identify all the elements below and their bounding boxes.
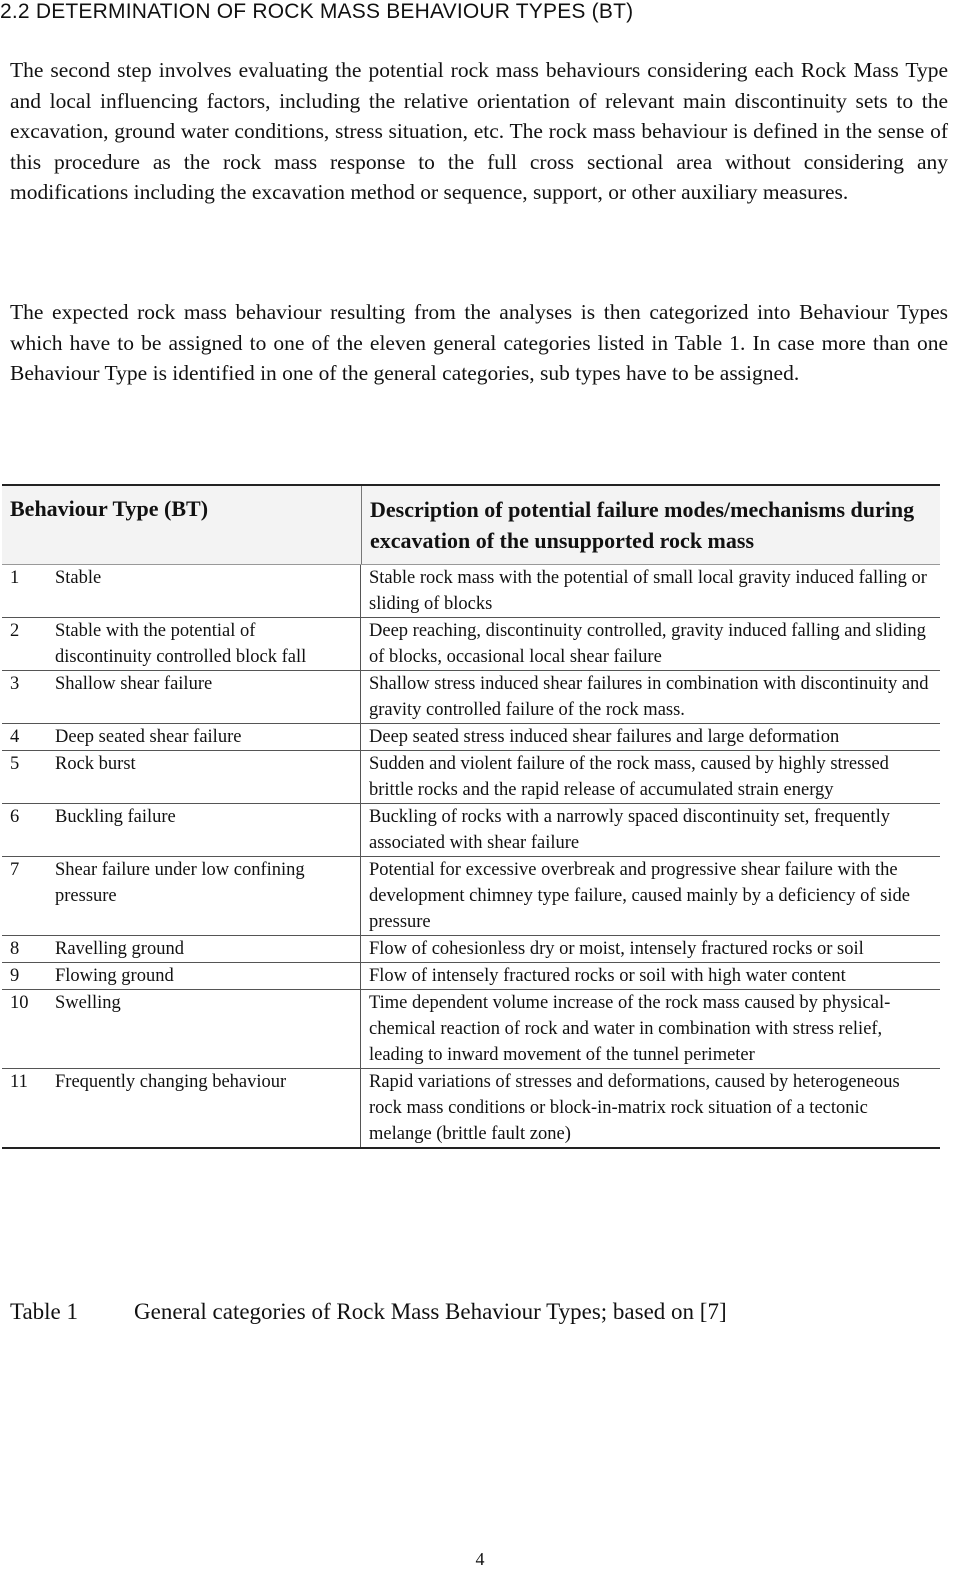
behaviour-description: Time dependent volume increase of the rock mass caused by physical-chemical reaction of rock and water in combination with stress relief, leading to inward movement of the tunnel perimeter bbox=[369, 993, 891, 1065]
behaviour-type-cell bbox=[2, 618, 361, 670]
behaviour-type-name: Ravelling ground bbox=[55, 939, 184, 959]
behaviour-type-name: Buckling failure bbox=[55, 807, 176, 827]
behaviour-number: 3 bbox=[10, 674, 20, 694]
body-paragraph: The expected rock mass behaviour resulting from the analyses is then categorized into Behaviour Types which have to be assigned to one of the eleven general categories listed in Table 1. In case more than one Behaviour Type is identified in one of the general categories, sub types have to be assigned. bbox=[10, 300, 948, 386]
behaviour-description: Shallow stress induced shear failures in combination with discontinuity and gravity controlled failure of the rock mass. bbox=[369, 674, 929, 720]
table-row bbox=[2, 1068, 940, 1147]
table-row bbox=[2, 803, 940, 856]
behaviour-type-name: Swelling bbox=[55, 993, 121, 1013]
behaviour-type-cell bbox=[2, 565, 361, 617]
behaviour-type-name: Stable with the potential of discontinuity controlled block fall bbox=[55, 621, 307, 667]
behaviour-type-cell bbox=[2, 724, 361, 750]
behaviour-description: Sudden and violent failure of the rock mass, caused by highly stressed brittle rocks and the rapid release of accumulated strain energy bbox=[369, 754, 889, 800]
caption-label: Table 1 bbox=[10, 1299, 79, 1324]
behaviour-description: Deep reaching, discontinuity controlled, gravity induced falling and sliding of blocks, occasional local shear failure bbox=[369, 621, 926, 667]
behaviour-description: Rapid variations of stresses and deformations, caused by heterogeneous rock mass conditions or block-in-matrix rock situation of a tectonic melange (brittle fault zone) bbox=[369, 1072, 900, 1144]
table-row bbox=[2, 564, 940, 617]
column-divider bbox=[361, 486, 362, 564]
behaviour-type-cell bbox=[2, 936, 361, 962]
behaviour-number: 2 bbox=[10, 621, 20, 641]
behaviour-number: 5 bbox=[10, 754, 20, 774]
behaviour-type-cell bbox=[2, 857, 361, 935]
behaviour-type-name: Frequently changing behaviour bbox=[55, 1072, 287, 1092]
behaviour-type-cell bbox=[2, 990, 361, 1068]
behaviour-type-name: Deep seated shear failure bbox=[55, 727, 242, 747]
behaviour-description: Buckling of rocks with a narrowly spaced discontinuity set, frequently associated with shear failure bbox=[369, 807, 890, 853]
table-row bbox=[2, 935, 940, 962]
behaviour-number: 10 bbox=[10, 993, 29, 1013]
behaviour-type-cell bbox=[2, 963, 361, 989]
behaviour-type-name: Rock burst bbox=[55, 754, 136, 774]
behaviour-type-cell bbox=[2, 751, 361, 803]
column-header-description: Description of potential failure modes/mechanisms during excavation of the unsupported rock mass bbox=[370, 497, 915, 553]
table-row bbox=[2, 962, 940, 989]
behaviour-description: Flow of cohesionless dry or moist, intensely fractured rocks or soil bbox=[369, 939, 864, 959]
behaviour-type-name: Shallow shear failure bbox=[55, 674, 213, 694]
behaviour-number: 9 bbox=[10, 966, 20, 986]
table-row bbox=[2, 670, 940, 723]
behaviour-types-table bbox=[2, 484, 940, 1149]
table-header bbox=[2, 484, 940, 564]
behaviour-number: 7 bbox=[10, 860, 20, 880]
table-row bbox=[2, 989, 940, 1068]
behaviour-number: 1 bbox=[10, 568, 20, 588]
table-row bbox=[2, 750, 940, 803]
behaviour-type-cell bbox=[2, 804, 361, 856]
behaviour-description: Stable rock mass with the potential of small local gravity induced falling or sliding of blocks bbox=[369, 568, 927, 614]
section-heading: 2.2 DETERMINATION OF ROCK MASS BEHAVIOUR TYPES (BT) bbox=[0, 0, 634, 23]
behaviour-type-cell bbox=[2, 1069, 361, 1147]
table-row bbox=[2, 723, 940, 750]
behaviour-type-name: Flowing ground bbox=[55, 966, 174, 986]
table-caption bbox=[10, 1297, 727, 1327]
body-paragraph: The second step involves evaluating the potential rock mass behaviours considering each Rock Mass Type and local influencing factors, including the relative orientation of relevant main discontinuity sets to the excavation, ground water conditions, stress situation, etc. The rock mass behaviour is defined in the sense of this procedure as the rock mass response to the full cross sectional area without considering any modifications including the excavation method or sequence, support, or other auxiliary measures. bbox=[10, 58, 948, 205]
caption-text: General categories of Rock Mass Behaviour Types; based on [7] bbox=[134, 1299, 727, 1324]
behaviour-type-name: Stable bbox=[55, 568, 102, 588]
table-body bbox=[2, 564, 940, 1149]
behaviour-type-cell bbox=[2, 671, 361, 723]
behaviour-number: 11 bbox=[10, 1072, 28, 1092]
table-row bbox=[2, 856, 940, 935]
column-header-behaviour-type: Behaviour Type (BT) bbox=[10, 496, 209, 521]
behaviour-description: Potential for excessive overbreak and progressive shear failure with the development chimney type failure, caused mainly by a deficiency of side pressure bbox=[369, 860, 910, 932]
behaviour-type-name: Shear failure under low confining pressure bbox=[55, 860, 305, 906]
behaviour-number: 6 bbox=[10, 807, 20, 827]
table-row bbox=[2, 617, 940, 670]
behaviour-description: Deep seated stress induced shear failures and large deformation bbox=[369, 727, 840, 747]
behaviour-number: 8 bbox=[10, 939, 20, 959]
behaviour-number: 4 bbox=[10, 727, 20, 747]
page-number: 4 bbox=[475, 1549, 485, 1569]
behaviour-description: Flow of intensely fractured rocks or soil with high water content bbox=[369, 966, 846, 986]
